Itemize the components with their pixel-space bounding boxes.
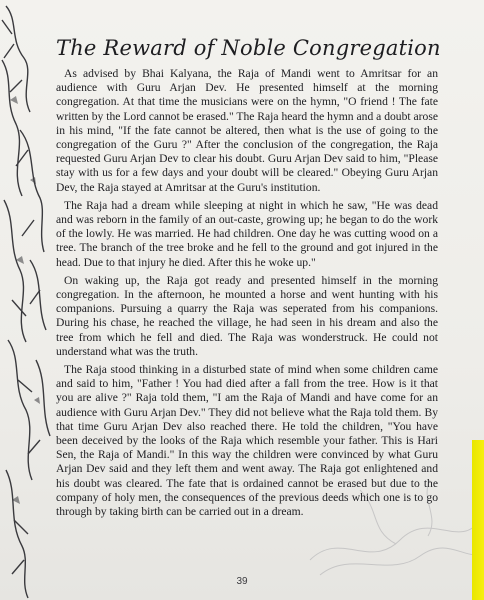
paragraph: The Raja had a dream while sleeping at night in which he saw, "He was dead and was reborn in the family of an out-caste, growing up; he began to do the work of the lowly. He was married. He had children. One day he was cutting wood on a tree. The branch of the tree broke and he fell to the ground and got injured in the head. Due to that injury he died. After this he woke up."	[56, 198, 438, 269]
paragraph: On waking up, the Raja got ready and presented himself in the morning congregation. In the afternoon, he mounted a horse and went hunting with his companions. Pursuing a quarry the Raja was seperated from his companions. During his chase, he reached the village, he had seen in his dream and also the tree from which he fell and died. The Raja was wonderstruck. He could not understand what was the truth.	[56, 273, 438, 358]
paragraph: As advised by Bhai Kalyana, the Raja of Mandi went to Amritsar for an audience with Guru Arjan Dev. He presented himself at the morning congregation. At that time the musicians were on the hymn, "O friend ! The fate written by the Lord cannot be erased." The Raja heard the hymn and a doubt arose in his mind, "If the fate cannot be altered, then what is the use of going to the congregation of the Guru ?" After the conclusion of the congregation, the Raja requested Guru Arjan Dev to clear his doubt. Guru Arjan Dev said to him, "Please stay with us for a few days and your doubt will be cleared." Obeying Guru Arjan Dev, the Raja stayed at Amritsar at the Guru's institution.	[56, 67, 438, 194]
story-text	[56, 67, 438, 523]
page-number: 39	[236, 576, 248, 587]
yellow-page-edge	[472, 440, 484, 600]
left-margin-illustration	[0, 0, 56, 600]
paragraph: The Raja stood thinking in a disturbed state of mind when some children came and said to him, "Father ! You had died after a fall from the tree. How is it that you are alive ?" Raja told them, "I am the Raja of Mandi and have come for an audience with Guru Arjan Dev." They did not believe what the Raja told them. By that time Guru Arjan Dev also reached there. He told the children, "You have been deceived by the looks of the Raja which resemble your father. This is Hari Sen, the Raja of Mandi." In this way the children were convinced by what Guru Arjan Dev said and they left them and went away. The Raja got enlightened and his doubt was cleared. The fate that is ordained cannot be erased but due to the company of holy men, the consequences of the previous deeds which one is to go through by taking birth can be carried out in a dream.	[56, 363, 438, 519]
page-title: The Reward of Noble Congregation	[56, 36, 441, 60]
